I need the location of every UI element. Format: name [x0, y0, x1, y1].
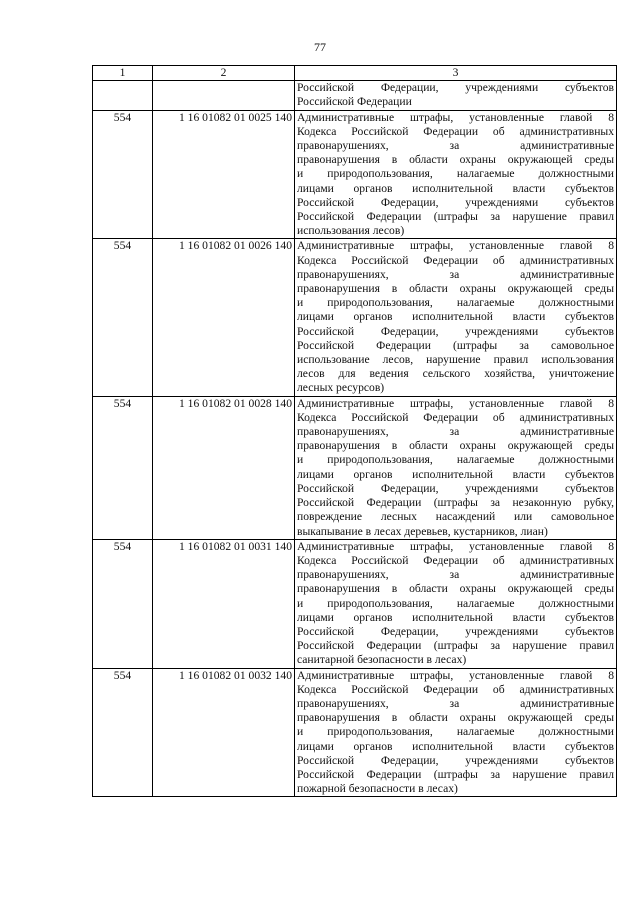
column-header: 1 [93, 66, 153, 81]
description-line: Российской Федерации, учреждениями субъектов [297, 195, 614, 209]
budget-classification-code: 1 16 01082 01 0031 140 [153, 539, 295, 668]
description-line: и природопользования, налагаемые должностными [297, 167, 614, 181]
description-line: санитарной безопасности в лесах) [297, 653, 467, 667]
description-line: лесных ресурсов) [297, 381, 385, 395]
description-line: Кодекса Российской Федерации об административных [297, 410, 614, 424]
budget-admin-code: 554 [93, 110, 153, 239]
description-line: Административные штрафы, установленные главой 8 [297, 539, 614, 553]
budget-classification-code: 1 16 01082 01 0032 140 [153, 668, 295, 797]
description-line: Административные штрафы, установленные главой 8 [297, 239, 614, 253]
description-line: и природопользования, налагаемые должностными [297, 453, 614, 467]
description-line: правонарушения в области охраны окружающей среды [297, 282, 614, 296]
description-line: лицами органов исполнительной власти субъектов [297, 467, 614, 481]
budget-admin-code: 554 [93, 668, 153, 797]
budget-classification-code: 1 16 01082 01 0026 140 [153, 239, 295, 396]
description-line: и природопользования, налагаемые должностными [297, 725, 614, 739]
budget-admin-code [93, 81, 153, 110]
table-body [93, 81, 617, 797]
table-row [93, 539, 617, 668]
description-line: правонарушения в области охраны окружающей среды [297, 439, 614, 453]
table-row [93, 81, 617, 110]
description-line: лицами органов исполнительной власти субъектов [297, 739, 614, 753]
description-line: Российской Федерации, учреждениями субъектов [297, 624, 614, 638]
revenue-description [295, 668, 617, 797]
description-line: правонарушениях, за административные [297, 267, 614, 281]
description-line: выкапывание в лесах деревьев, кустарников, лиан) [297, 524, 548, 538]
table-row [93, 239, 617, 396]
column-header: 2 [153, 66, 295, 81]
description-line: правонарушениях, за административные [297, 425, 614, 439]
description-line: Административные штрафы, установленные главой 8 [297, 110, 614, 124]
description-line: использования лесов) [297, 224, 405, 238]
revenue-description [295, 81, 617, 110]
description-line: правонарушениях, за административные [297, 568, 614, 582]
description-line: Административные штрафы, установленные главой 8 [297, 396, 614, 410]
revenue-description [295, 396, 617, 539]
table-header-row [93, 66, 617, 81]
revenue-description [295, 110, 617, 239]
description-line: лесов для ведения сельского хозяйства, уничтожение [297, 367, 614, 381]
column-header: 3 [295, 66, 617, 81]
budget-classification-code: 1 16 01082 01 0028 140 [153, 396, 295, 539]
description-line: правонарушения в области охраны окружающей среды [297, 153, 614, 167]
description-line: Кодекса Российской Федерации об административных [297, 553, 614, 567]
description-line: использование лесов, нарушение правил использования [297, 353, 614, 367]
description-line: Российской Федерации (штрафы за нарушение правил [297, 767, 614, 781]
revenue-description [295, 539, 617, 668]
description-line: Административные штрафы, установленные главой 8 [297, 668, 614, 682]
table-row [93, 110, 617, 239]
budget-codes-table [92, 65, 617, 797]
description-line: правонарушения в области охраны окружающей среды [297, 711, 614, 725]
description-line: Российской Федерации, учреждениями субъектов [297, 81, 614, 95]
budget-admin-code: 554 [93, 539, 153, 668]
description-line: лицами органов исполнительной власти субъектов [297, 310, 614, 324]
description-line: и природопользования, налагаемые должностными [297, 296, 614, 310]
budget-classification-code [153, 81, 295, 110]
description-line: Кодекса Российской Федерации об административных [297, 253, 614, 267]
description-line: Российской Федерации (штрафы за самовольное [297, 338, 614, 352]
budget-classification-code: 1 16 01082 01 0025 140 [153, 110, 295, 239]
description-line: правонарушениях, за административные [297, 139, 614, 153]
description-line: Кодекса Российской Федерации об административных [297, 682, 614, 696]
description-line: Российской Федерации (штрафы за незаконную рубку, [297, 496, 614, 510]
description-line: Российской Федерации, учреждениями субъектов [297, 481, 614, 495]
description-line: Российской Федерации (штрафы за нарушение правил [297, 210, 614, 224]
description-line: пожарной безопасности в лесах) [297, 782, 458, 796]
description-line: повреждение лесных насаждений или самовольное [297, 510, 614, 524]
description-line: Российской Федерации (штрафы за нарушение правил [297, 639, 614, 653]
description-line: Кодекса Российской Федерации об административных [297, 124, 614, 138]
page-number: 77 [314, 40, 326, 54]
table-row [93, 396, 617, 539]
table-row [93, 668, 617, 797]
budget-admin-code: 554 [93, 396, 153, 539]
description-line: Российской Федерации, учреждениями субъектов [297, 753, 614, 767]
description-line: и природопользования, налагаемые должностными [297, 596, 614, 610]
description-line: лицами органов исполнительной власти субъектов [297, 610, 614, 624]
budget-admin-code: 554 [93, 239, 153, 396]
description-line: лицами органов исполнительной власти субъектов [297, 181, 614, 195]
revenue-description [295, 239, 617, 396]
description-line: правонарушениях, за административные [297, 696, 614, 710]
description-line: правонарушения в области охраны окружающей среды [297, 582, 614, 596]
description-line: Российской Федерации [297, 95, 412, 109]
description-line: Российской Федерации, учреждениями субъектов [297, 324, 614, 338]
